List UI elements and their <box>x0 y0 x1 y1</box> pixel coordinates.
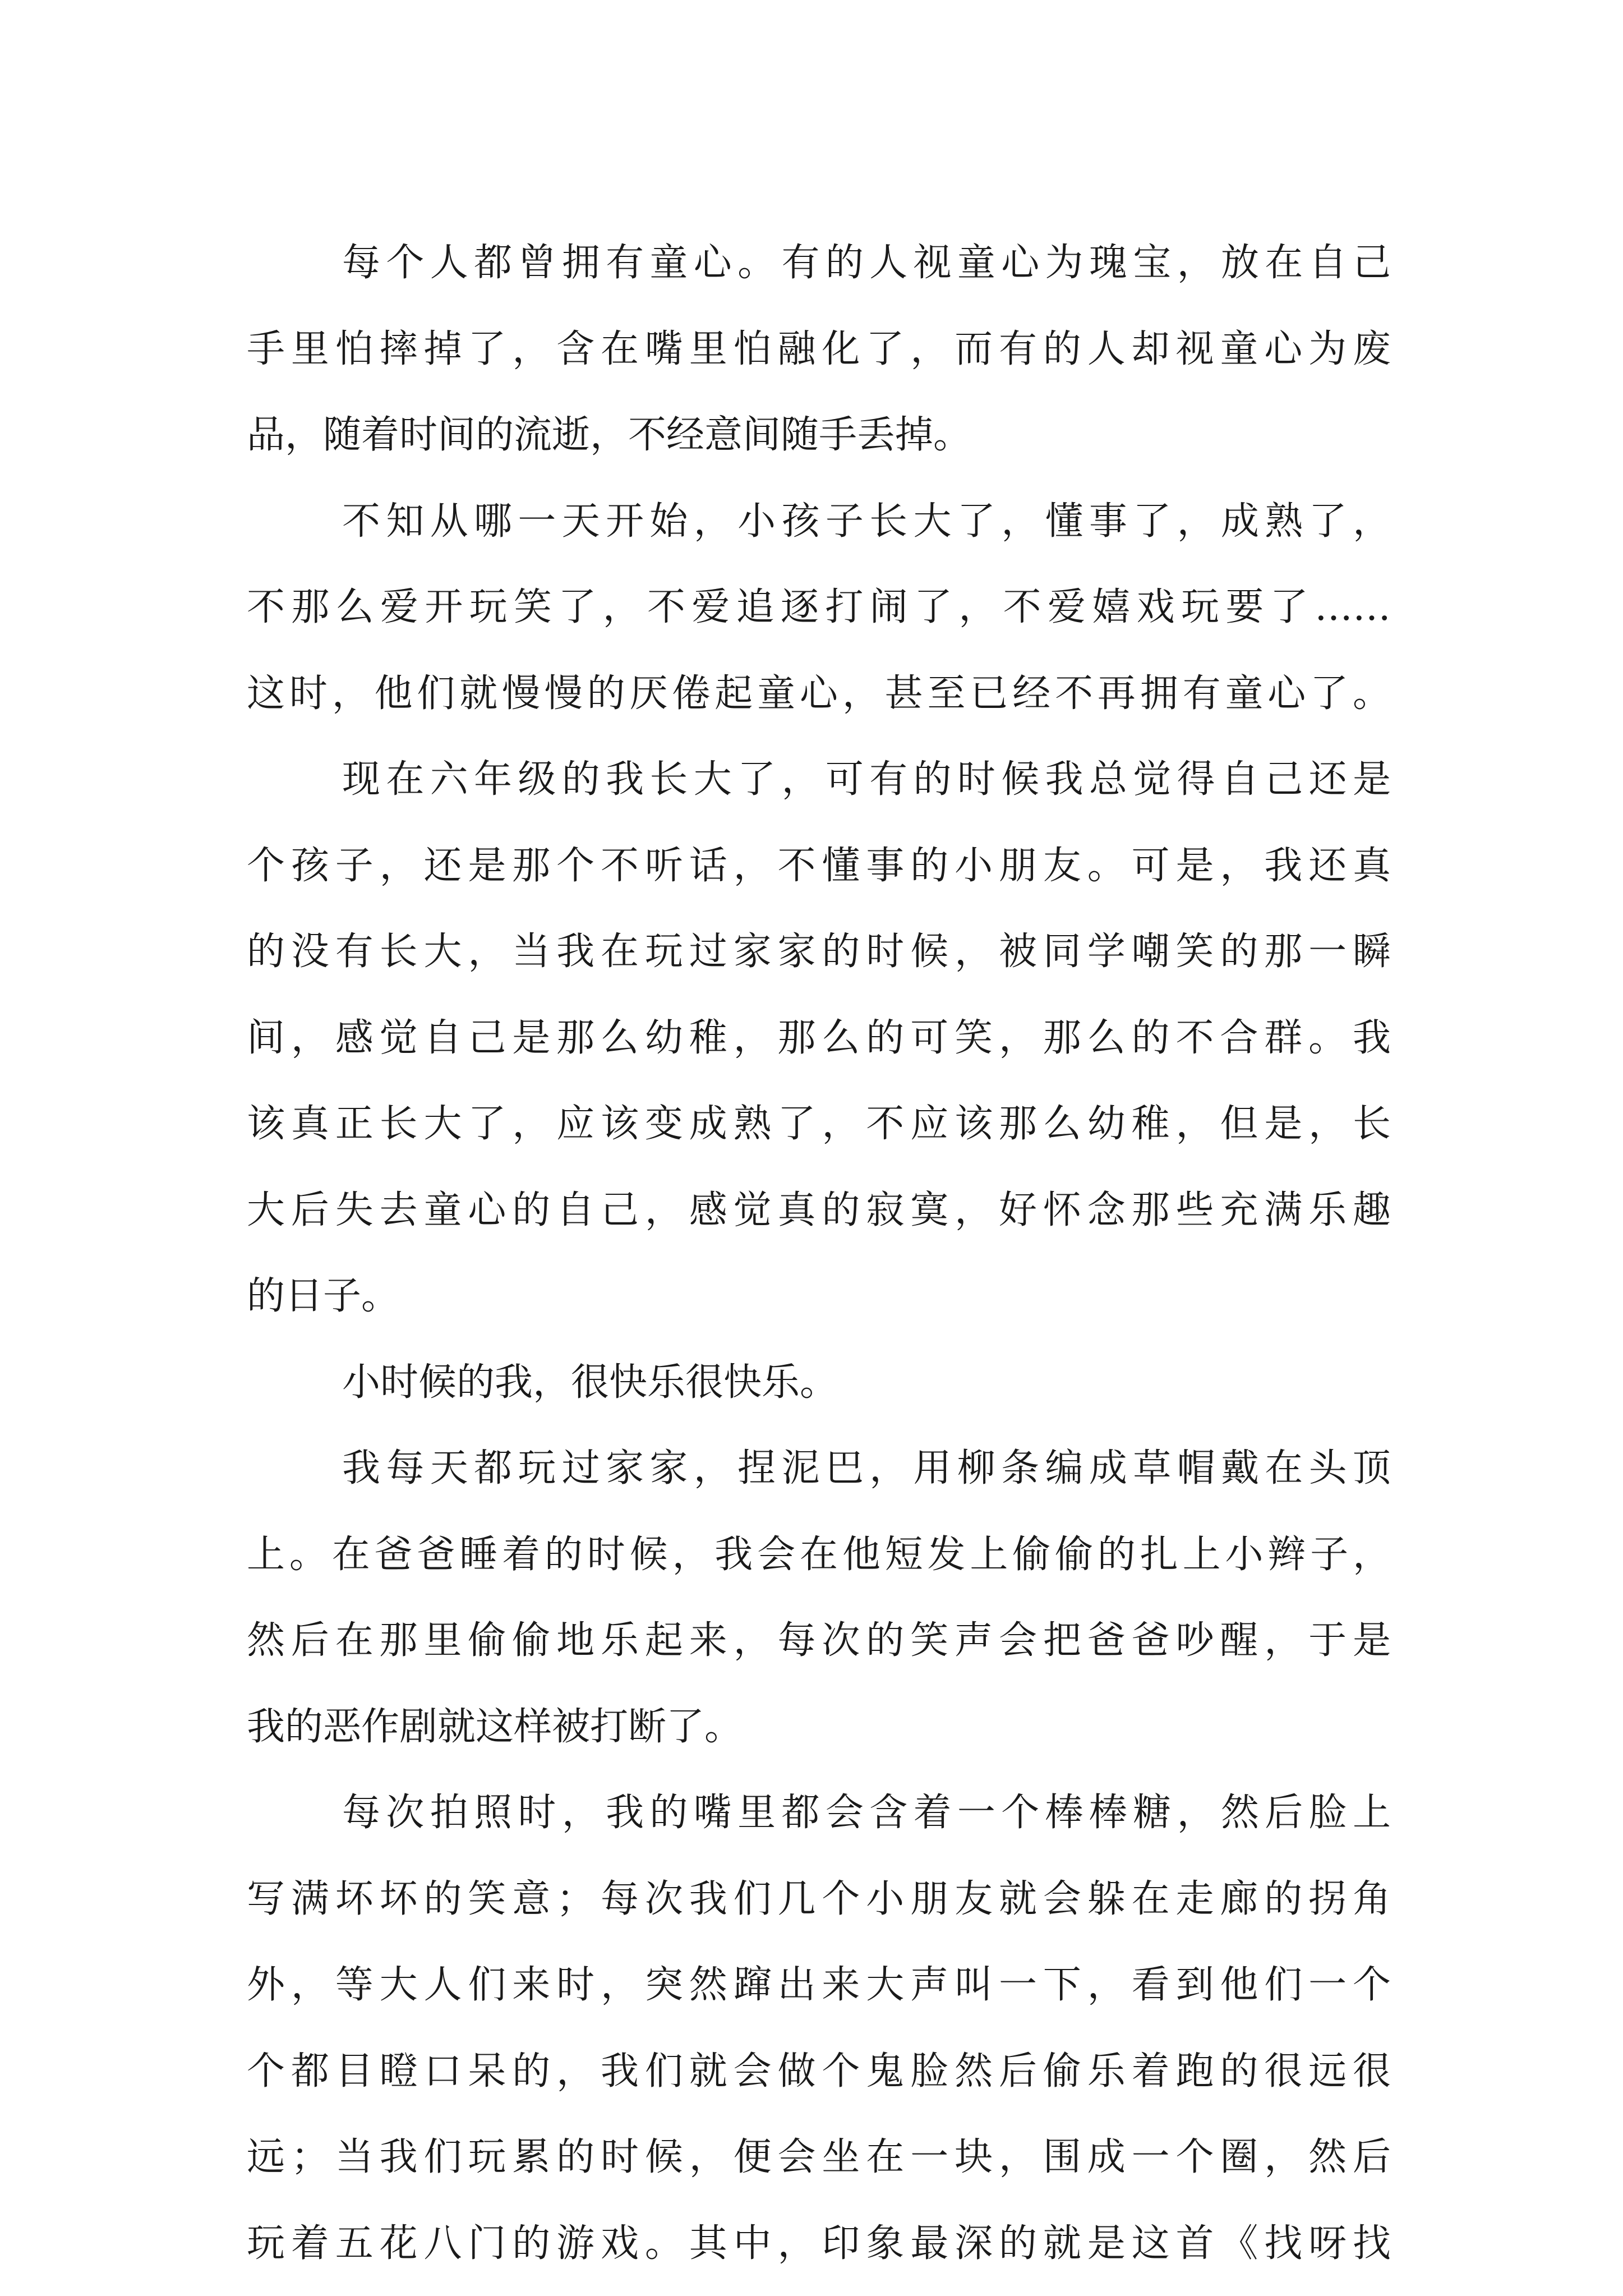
text-line: 个孩子，还是那个不听话，不懂事的小朋友。可是，我还真 <box>247 843 1391 888</box>
text-line: 远；当我们玩累的时候，便会坐在一块，围成一个圈，然后 <box>247 2135 1391 2179</box>
text-line: 品，随着时间的流逝，不经意间随手丢掉。 <box>247 413 972 457</box>
text-line: 不知从哪一天开始，小孩子长大了，懂事了，成熟了， <box>342 499 1391 544</box>
text-line: 外，等大人们来时，突然蹿出来大声叫一下，看到他们一个 <box>247 1963 1391 2007</box>
text-line: 这时，他们就慢慢的厌倦起童心，甚至已经不再拥有童心了。 <box>247 671 1391 716</box>
text-line: 玩着五花八门的游戏。其中，印象最深的就是这首《找呀找 <box>247 2221 1391 2266</box>
text-line: 写满坏坏的笑意；每次我们几个小朋友就会躲在走廊的拐角 <box>247 1876 1391 1921</box>
text-line: 每个人都曾拥有童心。有的人视童心为瑰宝，放在自己 <box>342 241 1391 285</box>
text-line: 手里怕摔掉了，含在嘴里怕融化了，而有的人却视童心为废 <box>247 326 1391 371</box>
text-line: 我每天都玩过家家，捏泥巴，用柳条编成草帽戴在头顶 <box>342 1446 1391 1490</box>
text-line: 该真正长大了，应该变成熟了，不应该那么幼稚，但是，长 <box>247 1102 1391 1146</box>
document-body-text <box>247 220 1391 2286</box>
text-line: 我的恶作剧就这样被打断了。 <box>247 1704 743 1749</box>
text-line: 不那么爱开玩笑了，不爱追逐打闹了，不爱嬉戏玩要了…… <box>247 585 1391 629</box>
text-line: 上。在爸爸睡着的时候，我会在他短发上偷偷的扎上小辫子， <box>247 1532 1391 1577</box>
text-line: 个都目瞪口呆的，我们就会做个鬼脸然后偷乐着跑的很远很 <box>247 2049 1391 2093</box>
text-line: 现在六年级的我长大了，可有的时候我总觉得自己还是 <box>342 757 1391 802</box>
text-line: 的日子。 <box>247 1274 400 1318</box>
text-line: 每次拍照时，我的嘴里都会含着一个棒棒糖，然后脸上 <box>342 1791 1391 1835</box>
text-line: 的没有长大，当我在玩过家家的时候，被同学嘲笑的那一瞬 <box>247 930 1391 974</box>
text-line: 小时候的我，很快乐很快乐。 <box>342 1360 838 1405</box>
text-line: 然后在那里偷偷地乐起来，每次的笑声会把爸爸吵醒，于是 <box>247 1618 1391 1663</box>
text-line: 大后失去童心的自己，感觉真的寂寞，好怀念那些充满乐趣 <box>247 1188 1391 1232</box>
text-line: 间，感觉自己是那么幼稚，那么的可笑，那么的不合群。我 <box>247 1015 1391 1060</box>
